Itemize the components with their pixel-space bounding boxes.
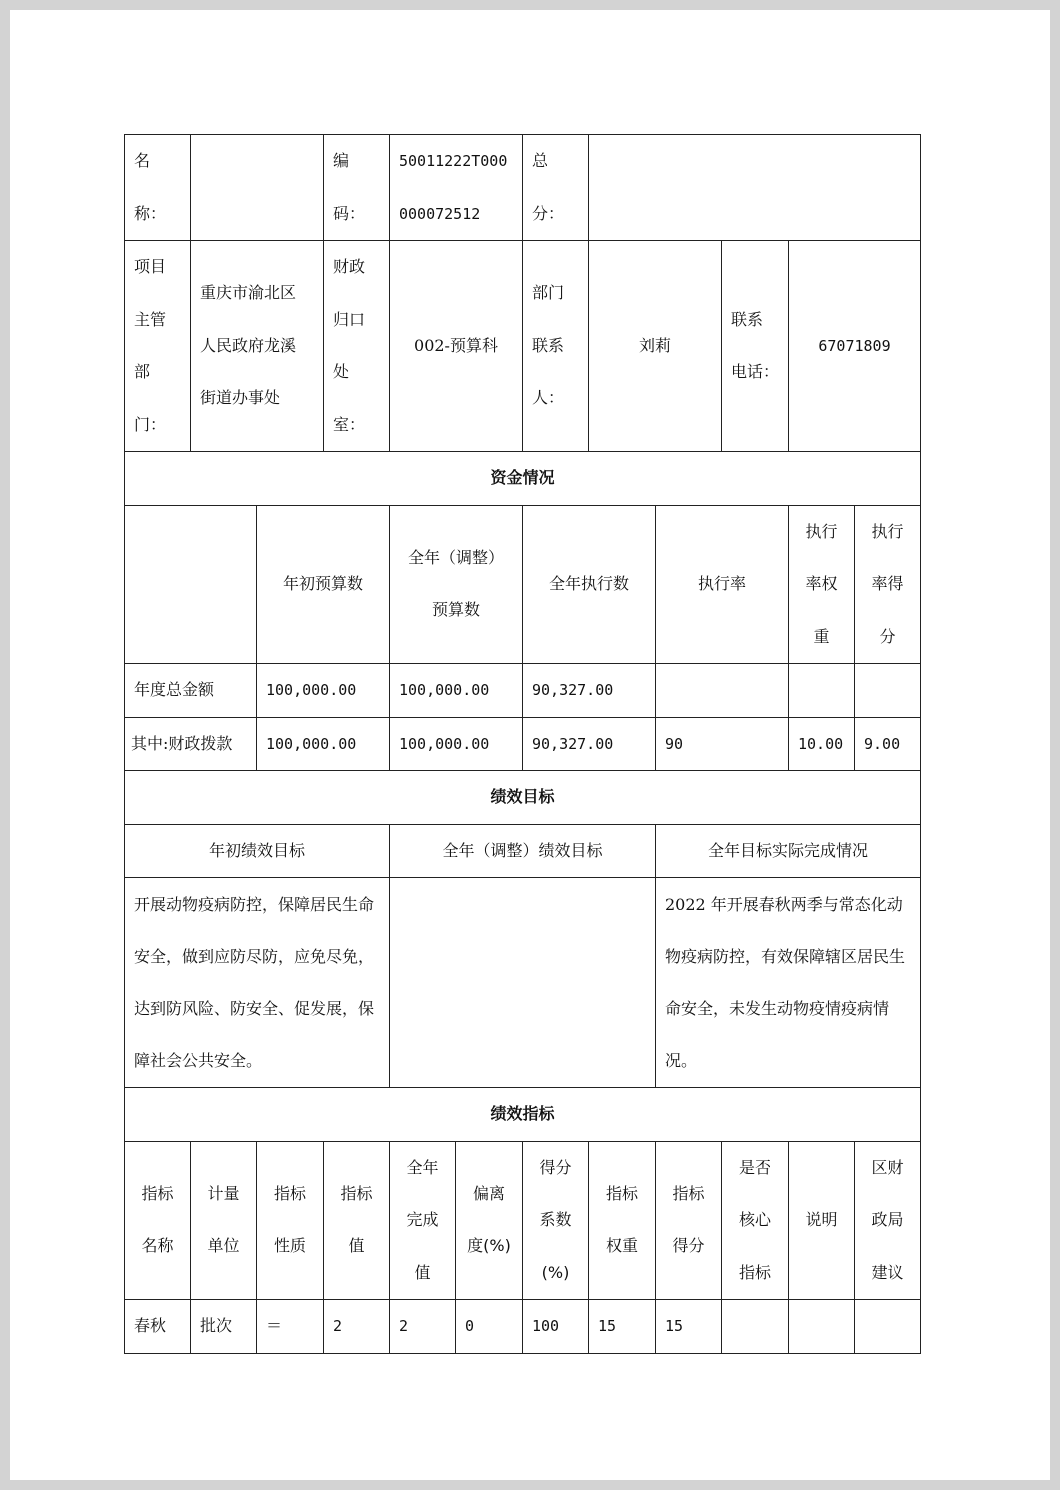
funds-corner-cell xyxy=(125,505,257,664)
ind-col-unit-line: 计量 xyxy=(207,1183,240,1203)
ind-row-nature: ＝ xyxy=(257,1300,324,1354)
ind-row-deviation: 0 xyxy=(456,1300,523,1354)
funds-row-weight: 10.00 xyxy=(789,717,855,771)
goals-col-actual: 全年目标实际完成情况 xyxy=(656,824,921,878)
funds-row-score xyxy=(855,664,921,718)
ind-col-deviation xyxy=(456,1141,523,1300)
ind-col-advice-line: 政局 xyxy=(871,1210,904,1229)
ind-col-score-line: 得分 xyxy=(672,1236,705,1256)
ind-col-nature-line: 指标 xyxy=(273,1183,306,1203)
ind-col-name xyxy=(125,1141,191,1300)
ind-col-deviation-line: 度(%) xyxy=(467,1236,511,1256)
funds-col-weight-line: 重 xyxy=(813,626,830,646)
ind-col-done-line: 值 xyxy=(414,1262,431,1282)
phone-value: 67071809 xyxy=(789,241,921,452)
ind-col-core xyxy=(722,1141,789,1300)
finance-label-line: 财政 xyxy=(333,257,366,276)
funds-col-score xyxy=(855,505,921,664)
funds-col-score-line: 率得 xyxy=(871,574,904,593)
finance-office-label xyxy=(324,241,390,452)
ind-col-note: 说明 xyxy=(789,1141,855,1300)
indicators-section-title: 绩效指标 xyxy=(125,1088,921,1142)
funds-row-weight xyxy=(789,664,855,718)
funds-col-rate: 执行率 xyxy=(656,505,789,664)
goals-col-adjusted: 全年（调整）绩效目标 xyxy=(390,824,656,878)
ind-col-advice-line: 建议 xyxy=(871,1262,904,1282)
funds-col-score-line: 执行 xyxy=(871,521,904,541)
funds-row-label: 年度总金额 xyxy=(125,664,257,718)
goals-initial-text: 开展动物疫病防控，保障居民生命安全，做到应防尽防，应免尽免，达到防风险、防安全、促发展，保障社会公共安全。 xyxy=(125,878,390,1088)
ind-row-weight: 15 xyxy=(589,1300,656,1354)
contact-value: 刘莉 xyxy=(589,241,722,452)
ind-row-coefficient: 100 xyxy=(523,1300,589,1354)
score-value xyxy=(589,135,921,241)
funds-col-weight-line: 执行 xyxy=(805,521,838,541)
funds-col-adjusted-line: 预算数 xyxy=(431,600,480,620)
funds-row-executed: 90,327.00 xyxy=(523,664,656,718)
ind-col-weight-line: 权重 xyxy=(605,1236,638,1256)
ind-col-coefficient-line: 系数 xyxy=(539,1210,572,1229)
ind-col-unit-line: 单位 xyxy=(207,1236,240,1256)
ind-row-note xyxy=(789,1300,855,1354)
ind-col-core-line: 指标 xyxy=(738,1262,771,1282)
ind-col-coefficient xyxy=(523,1141,589,1300)
funds-row xyxy=(125,664,921,718)
funds-col-adjusted-line: 全年（调整） xyxy=(407,547,504,567)
funds-row-rate: 90 xyxy=(656,717,789,771)
ind-row-core xyxy=(722,1300,789,1354)
contact-label-line: 人： xyxy=(532,388,565,408)
phone-label-line: 联系 xyxy=(731,309,764,329)
ind-col-name-line: 名称 xyxy=(141,1236,174,1256)
score-label: 总分： xyxy=(523,135,589,241)
ind-row-advice xyxy=(855,1300,921,1354)
name-label: 名称： xyxy=(125,135,191,241)
ind-col-score-line: 指标 xyxy=(672,1183,705,1203)
code-line-2: 000072512 xyxy=(399,204,481,223)
finance-label-line: 处室： xyxy=(333,362,366,434)
ind-col-deviation-line: 偏离 xyxy=(472,1183,505,1203)
ind-col-value-line: 指标 xyxy=(340,1183,373,1203)
contact-label xyxy=(523,241,589,452)
finance-office-value: 002-预算科 xyxy=(390,241,523,452)
contact-label-line: 联系 xyxy=(532,335,565,355)
goals-adjusted-text xyxy=(390,878,656,1088)
funds-row-adjusted: 100,000.00 xyxy=(390,664,523,718)
ind-row-value: 2 xyxy=(324,1300,390,1354)
ind-col-unit xyxy=(191,1141,257,1300)
funds-col-weight-line: 率权 xyxy=(805,574,838,593)
dept-label-line: 主管 xyxy=(134,309,167,329)
goals-section-title: 绩效目标 xyxy=(125,771,921,825)
funds-row-adjusted: 100,000.00 xyxy=(390,717,523,771)
code-label: 编码： xyxy=(324,135,390,241)
funds-row-initial: 100,000.00 xyxy=(257,664,390,718)
ind-col-coefficient-line: (%) xyxy=(541,1262,570,1282)
dept-label xyxy=(125,241,191,452)
finance-label-line: 归口 xyxy=(333,309,366,329)
dept-value xyxy=(191,241,324,452)
ind-row-done: 2 xyxy=(390,1300,456,1354)
ind-col-nature-line: 性质 xyxy=(273,1236,306,1256)
ind-col-done-line: 完成 xyxy=(406,1210,439,1229)
funds-row-executed: 90,327.00 xyxy=(523,717,656,771)
phone-label xyxy=(722,241,789,452)
ind-col-value xyxy=(324,1141,390,1300)
ind-col-nature xyxy=(257,1141,324,1300)
ind-col-core-line: 是否 xyxy=(738,1157,771,1177)
funds-col-score-line: 分 xyxy=(879,626,896,646)
dept-value-line: 人民政府龙溪 xyxy=(200,335,297,355)
funds-col-executed: 全年执行数 xyxy=(523,505,656,664)
ind-row-name: 春秋 xyxy=(125,1300,191,1354)
dept-label-line: 部门： xyxy=(134,362,167,434)
ind-col-weight-line: 指标 xyxy=(605,1183,638,1203)
goals-actual-text: 2022 年开展春秋两季与常态化动物疫病防控，有效保障辖区居民生命安全，未发生动物疫情疫病情况。 xyxy=(656,878,921,1088)
goals-col-initial: 年初绩效目标 xyxy=(125,824,390,878)
ind-col-advice xyxy=(855,1141,921,1300)
indicators-header-row xyxy=(125,1141,921,1300)
funds-row xyxy=(125,717,921,771)
contact-label-line: 部门 xyxy=(532,283,565,303)
ind-col-done xyxy=(390,1141,456,1300)
funds-row-score: 9.00 xyxy=(855,717,921,771)
ind-col-advice-line: 区财 xyxy=(871,1157,904,1177)
name-value xyxy=(191,135,324,241)
ind-col-value-line: 值 xyxy=(348,1236,365,1256)
funds-row-initial: 100,000.00 xyxy=(257,717,390,771)
ind-col-score xyxy=(656,1141,722,1300)
code-line-1: 50011222T000 xyxy=(399,152,508,170)
funds-row-label: 其中:财政拨款 xyxy=(125,717,257,771)
ind-col-done-line: 全年 xyxy=(406,1157,439,1177)
funds-col-weight xyxy=(789,505,855,664)
funds-col-adjusted xyxy=(390,505,523,664)
code-value xyxy=(390,135,523,241)
ind-row-unit: 批次 xyxy=(191,1300,257,1354)
ind-col-coefficient-line: 得分 xyxy=(539,1157,572,1177)
indicator-row xyxy=(125,1300,921,1354)
funds-row-rate xyxy=(656,664,789,718)
dept-label-line: 项目 xyxy=(134,257,167,276)
ind-row-score: 15 xyxy=(656,1300,722,1354)
ind-col-weight xyxy=(589,1141,656,1300)
funds-col-initial: 年初预算数 xyxy=(257,505,390,664)
ind-col-name-line: 指标 xyxy=(141,1183,174,1203)
dept-value-line: 重庆市渝北区 xyxy=(200,283,297,303)
funds-section-title: 资金情况 xyxy=(125,452,921,506)
phone-label-line: 电话： xyxy=(731,362,780,381)
performance-evaluation-table xyxy=(124,134,921,1354)
dept-value-line: 街道办事处 xyxy=(200,388,281,408)
ind-col-core-line: 核心 xyxy=(738,1210,771,1229)
